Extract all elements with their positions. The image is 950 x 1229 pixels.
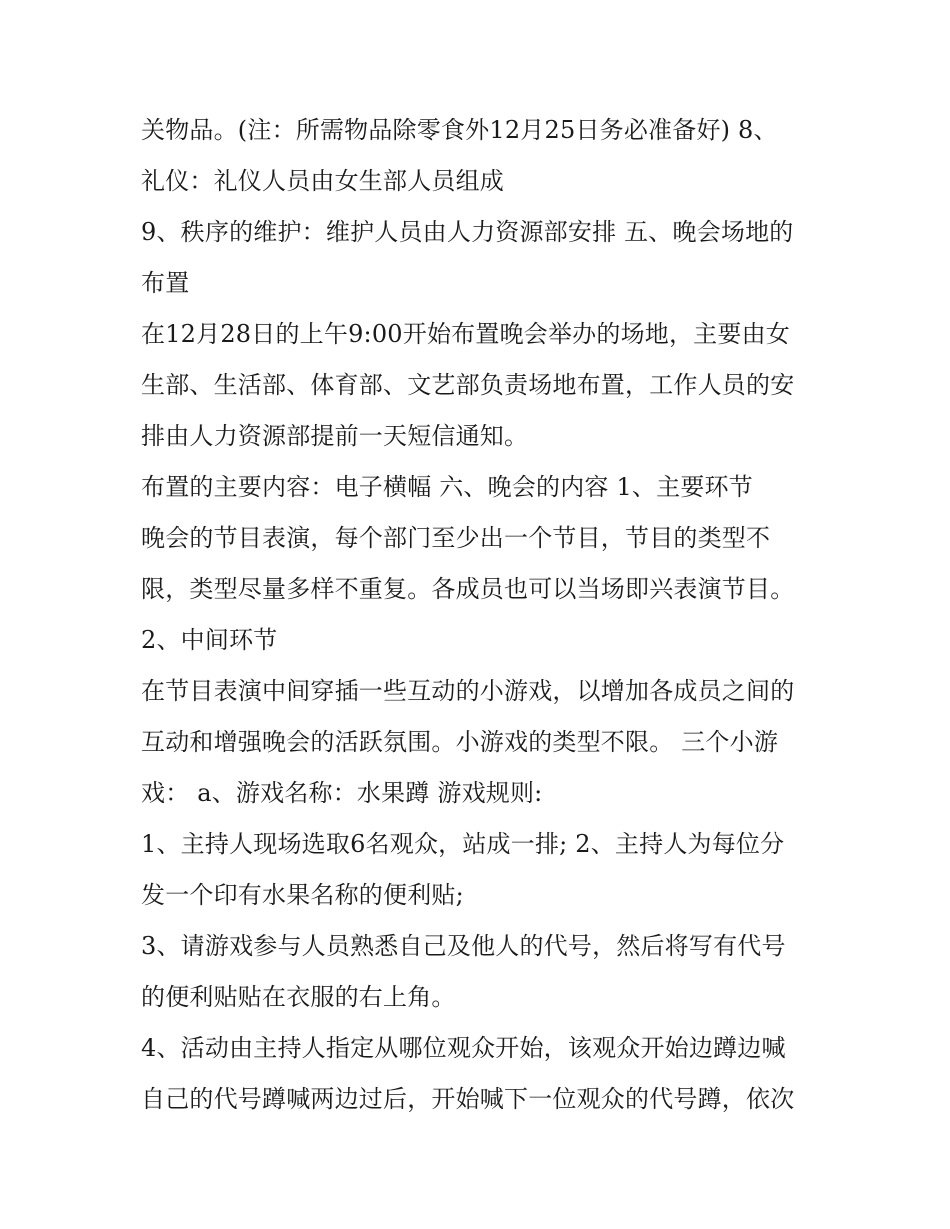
- text-line: 在12月28日的上午9:00开始布置晚会举办的场地，主要由女: [141, 320, 790, 348]
- text-line: 在节目表演中间穿插一些互动的小游戏，以增加各成员之间的: [141, 677, 795, 705]
- text-line: 礼仪：礼仪人员由女生部人员组成: [141, 167, 504, 195]
- text-line: 布置: [141, 269, 190, 297]
- text-line: 1、主持人现场选取6名观众，站成一排; 2、主持人为每位分: [141, 830, 785, 858]
- text-line: 晚会的节目表演，每个部门至少出一个节目，节目的类型不: [141, 524, 771, 552]
- text-line: 限，类型尽量多样不重复。各成员也可以当场即兴表演节目。: [141, 575, 795, 603]
- text-line: 自己的代号蹲喊两边过后，开始喊下一位观众的代号蹲，依次: [141, 1085, 795, 1113]
- text-line: 发一个印有水果名称的便利贴;: [141, 881, 464, 909]
- document-body: [141, 108, 831, 1128]
- text-line: 9、秩序的维护：维护人员由人力资源部安排 五、晚会场地的: [141, 218, 794, 246]
- text-line: 的便利贴贴在衣服的右上角。: [141, 983, 456, 1011]
- text-line: 2、中间环节: [141, 626, 278, 654]
- text-line: 生部、生活部、体育部、文艺部负责场地布置，工作人员的安: [141, 371, 795, 399]
- text-line: 互动和增强晚会的活跃氛围。小游戏的类型不限。 三个小游: [141, 728, 779, 756]
- text-line: 3、请游戏参与人员熟悉自己及他人的代号，然后将写有代号: [141, 932, 786, 960]
- text-line: 关物品。(注：所需物品除零食外12月25日务必准备好) 8、: [141, 116, 778, 144]
- text-line: 布置的主要内容：电子横幅 六、晚会的内容 1、主要环节: [141, 473, 753, 501]
- text-line: 4、活动由主持人指定从哪位观众开始，该观众开始边蹲边喊: [141, 1034, 786, 1062]
- text-line: 戏： a、游戏名称：水果蹲 游戏规则:: [141, 779, 543, 807]
- text-line: 排由人力资源部提前一天短信通知。: [141, 422, 529, 450]
